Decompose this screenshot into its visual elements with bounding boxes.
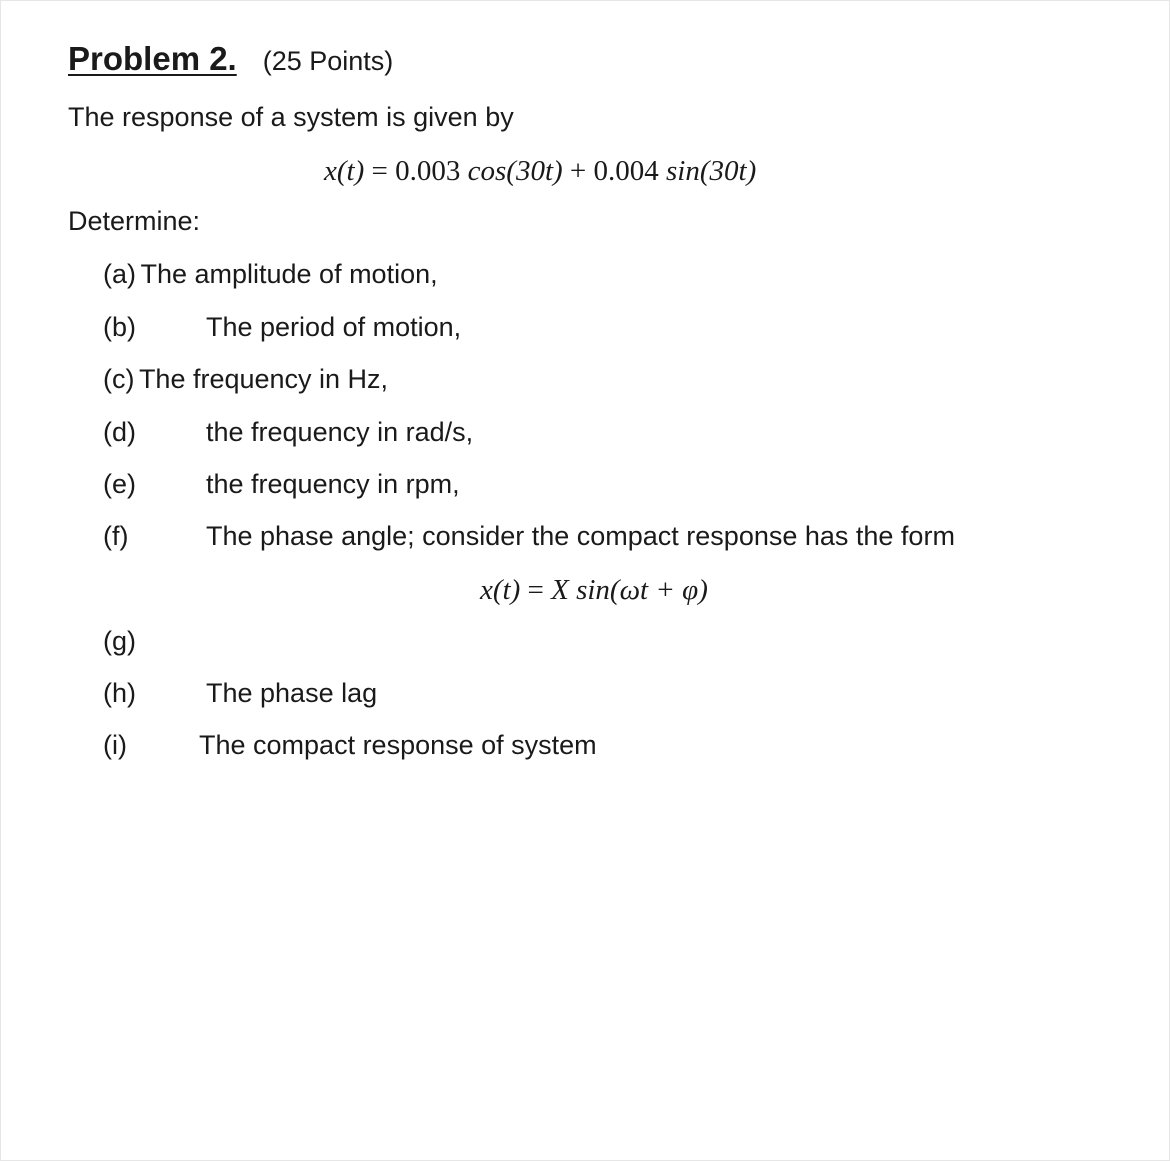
determine-heading: Determine: [68, 206, 201, 236]
item-text: the frequency in rad/s, [206, 417, 474, 447]
item-label: (c) [103, 364, 135, 394]
eq2-arg: (ωt + φ) [609, 574, 708, 606]
eq2-amplitude: X [551, 574, 569, 606]
list-item [103, 364, 388, 395]
compact-form-equation [480, 574, 708, 607]
eq1-equals: = [371, 155, 388, 187]
item-text: The frequency in Hz, [138, 364, 389, 394]
eq1-func1: cos [467, 155, 507, 187]
problem-title: Problem 2. [68, 40, 237, 77]
list-item [103, 259, 438, 290]
item-text: The phase lag [206, 678, 378, 708]
item-label: (g) [103, 626, 136, 656]
eq1-lhs: x(t) [324, 155, 365, 187]
item-label: (a) [103, 259, 136, 289]
item-label: (e) [103, 469, 136, 499]
item-text: The period of motion, [206, 312, 462, 342]
eq1-arg2: (30t) [699, 155, 757, 187]
item-label: (b) [103, 312, 136, 342]
intro-text: The response of a system is given by [68, 102, 514, 132]
item-label: (h) [103, 678, 136, 708]
eq2-lhs: x(t) [480, 574, 521, 606]
item-label: (d) [103, 417, 136, 447]
eq1-coef1: 0.003 [395, 155, 461, 187]
item-label: (i) [103, 730, 127, 760]
item-text: The compact response of system [199, 730, 597, 760]
eq2-func: sin [576, 574, 610, 606]
eq1-func2: sin [666, 155, 700, 187]
item-text: The phase angle; consider the compact response has the form [206, 521, 955, 551]
item-text: the frequency in rpm, [206, 469, 460, 499]
eq1-plus: + [569, 155, 587, 187]
problem-points: (25 Points) [262, 46, 394, 76]
item-text: The amplitude of motion, [140, 259, 438, 289]
item-label: (f) [103, 521, 129, 551]
eq1-arg1: (30t) [506, 155, 563, 187]
problem-header [68, 40, 393, 78]
eq2-equals: = [527, 574, 544, 606]
eq1-coef2: 0.004 [593, 155, 659, 187]
response-equation [324, 155, 756, 188]
